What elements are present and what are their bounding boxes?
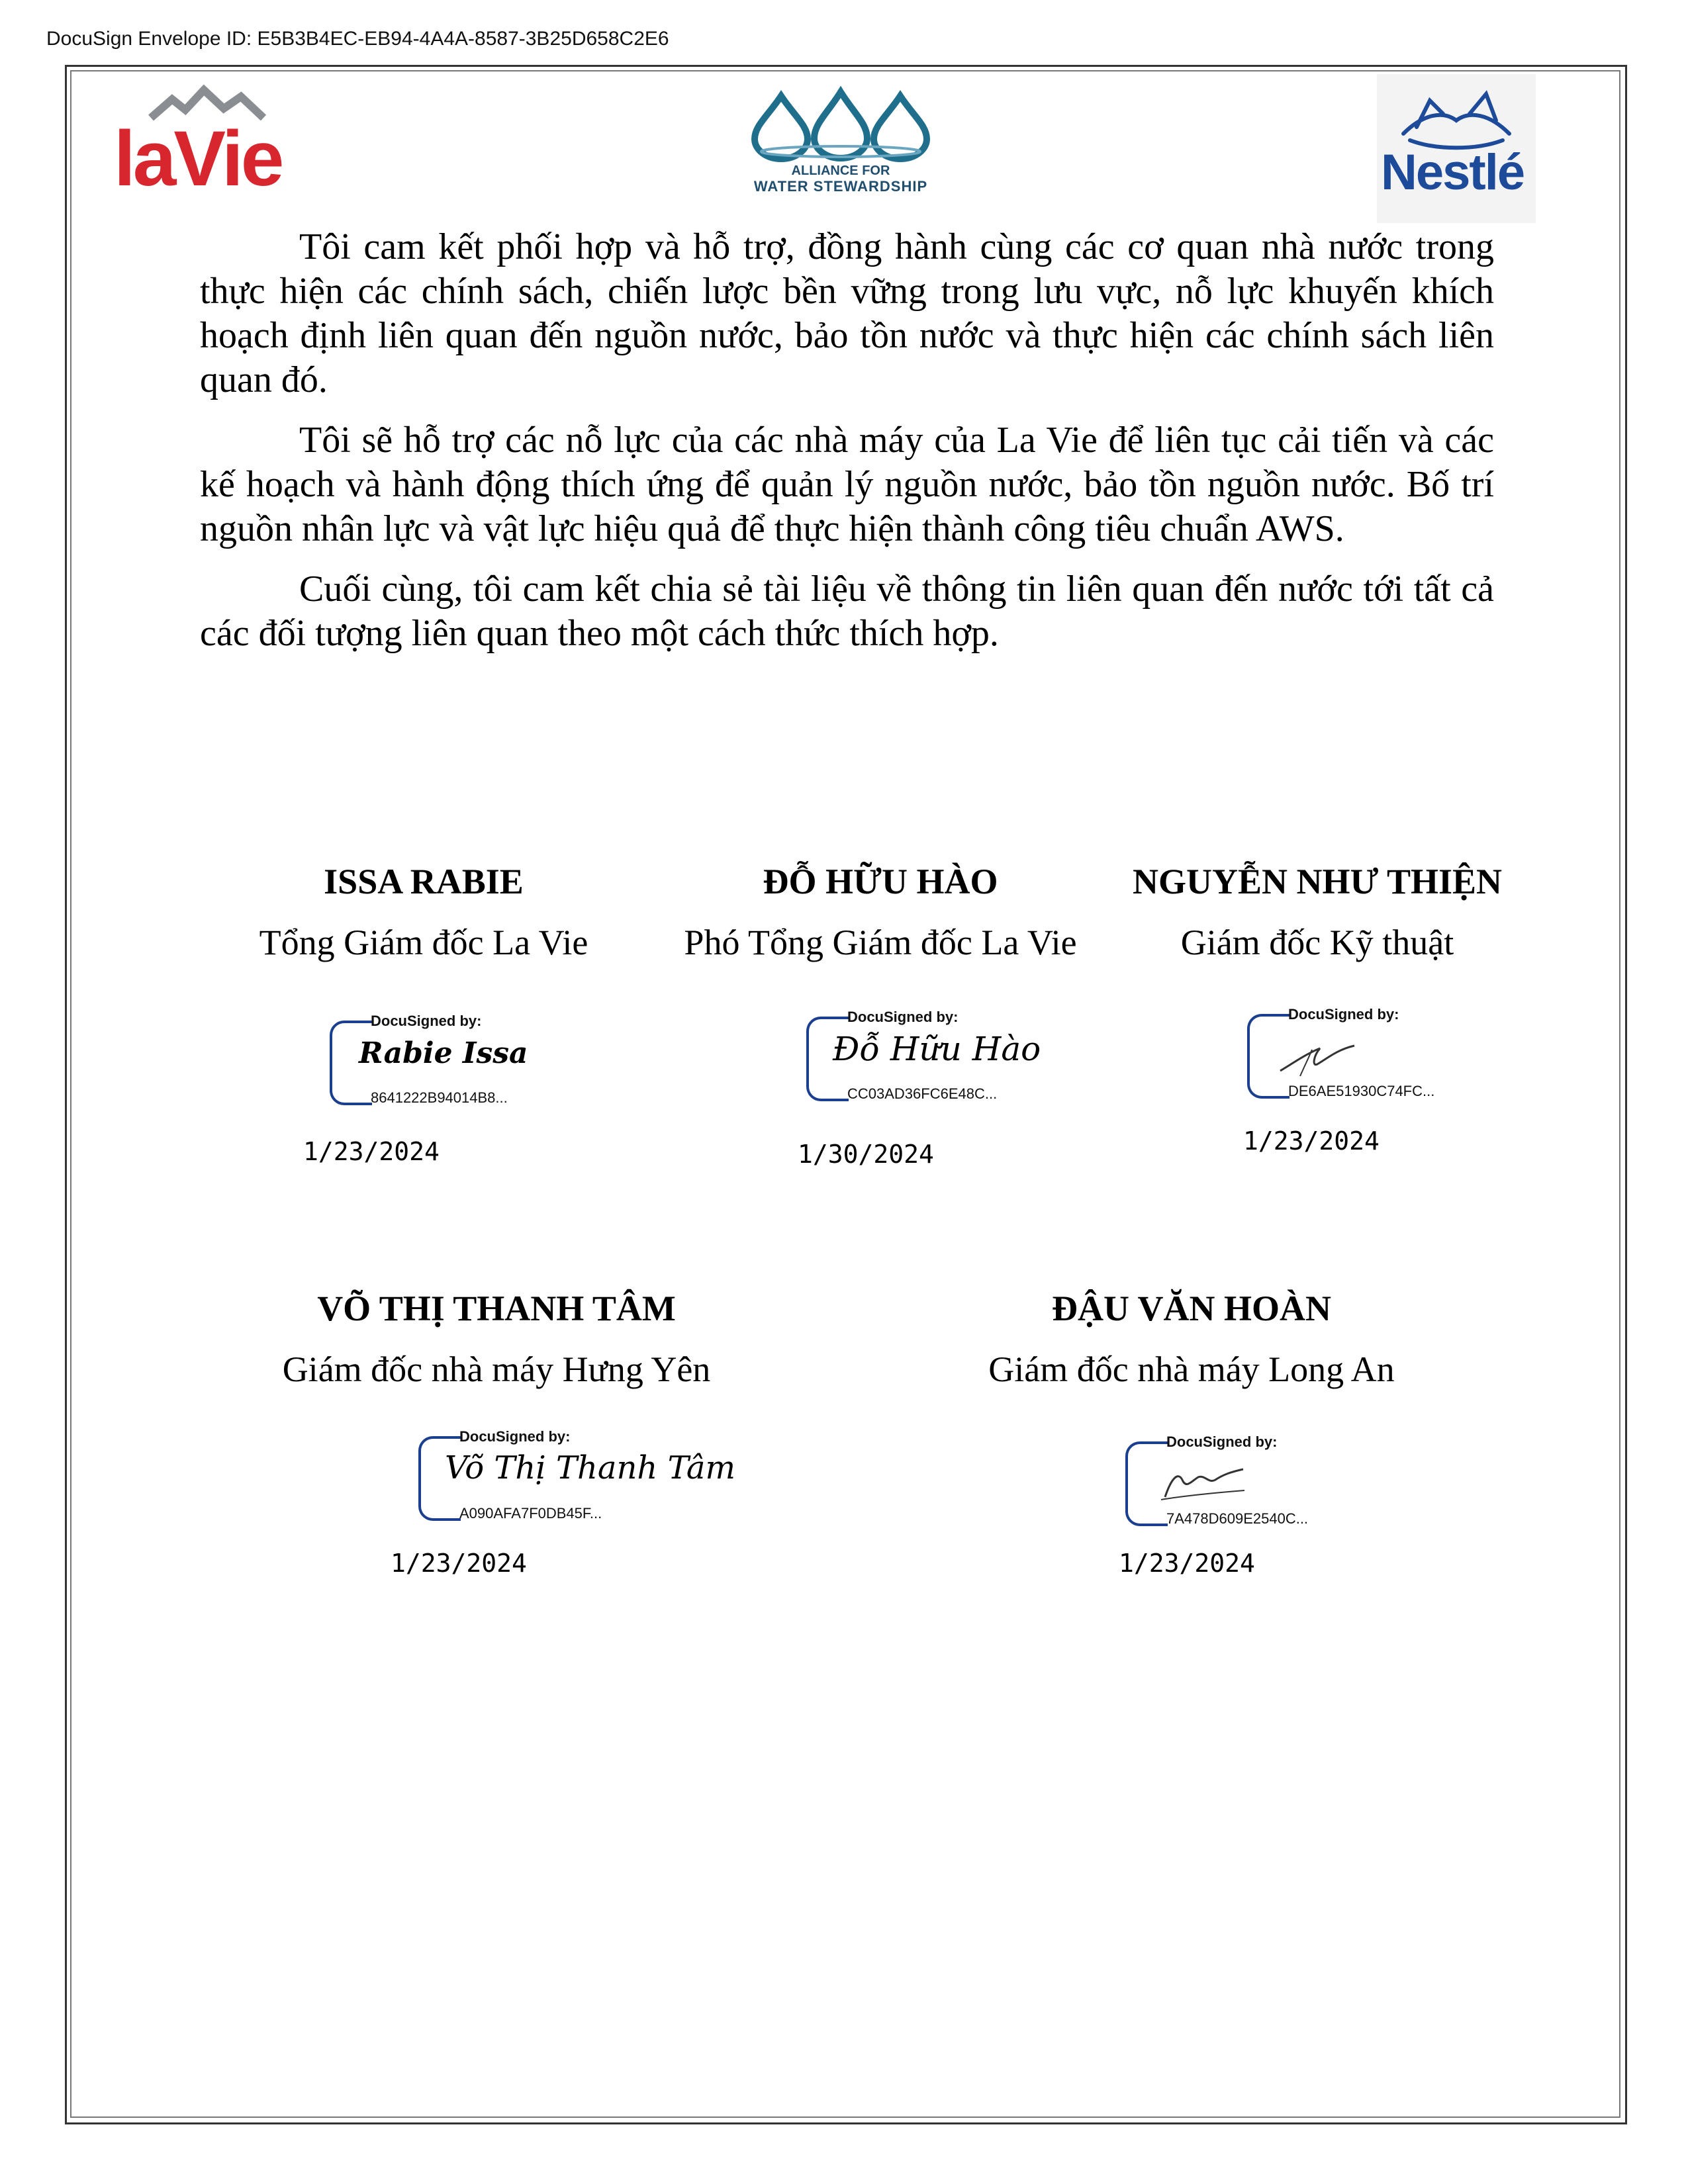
lavie-logo	[111, 79, 297, 203]
docusign-stamp	[1247, 1006, 1466, 1099]
signatory-title: Giám đốc Kỹ thuật	[1180, 923, 1454, 962]
docusigned-label: DocuSigned by:	[1288, 1006, 1399, 1023]
signatory-name: ĐỖ HỮU HÀO	[763, 862, 998, 901]
signatory-name: NGUYỄN NHƯ THIỆN	[1132, 862, 1503, 901]
docusign-envelope-id: DocuSign Envelope ID: E5B3B4EC-EB94-4A4A-8587-3B25D658C2E6	[46, 28, 669, 50]
sign-date: 1/23/2024	[1119, 1549, 1255, 1578]
signatory-block	[265, 1287, 728, 1390]
water-drops-icon	[728, 83, 953, 162]
docusign-id: 7A478D609E2540C...	[1166, 1510, 1309, 1527]
signatory-block	[953, 1287, 1430, 1390]
sign-date: 1/23/2024	[303, 1137, 440, 1166]
paragraph-1: Tôi cam kết phối hợp và hỗ trợ, đồng hành cùng các cơ quan nhà nước trong thực hiện các chính sách, chiến lược bền vững trong lưu vực, nỗ lực khuyến khích hoạch định liên quan đến nguồn nước, bảo tồn nước và thực hiện các chính sách liên quan đó.	[200, 226, 1494, 400]
signature-image: Đỗ Hữu Hào	[833, 1030, 1041, 1068]
docusign-stamp	[330, 1013, 548, 1106]
signature-image: Võ Thị Thanh Tâm	[445, 1449, 736, 1486]
docusign-stamp	[1125, 1433, 1344, 1527]
docusigned-label: DocuSigned by:	[1166, 1433, 1278, 1450]
signatory-name: ĐẬU VĂN HOÀN	[1051, 1289, 1331, 1328]
signatory-name: VÕ THỊ THANH TÂM	[317, 1289, 676, 1328]
sign-date: 1/23/2024	[1243, 1126, 1380, 1156]
docusign-id: DE6AE51930C74FC...	[1288, 1083, 1435, 1099]
signatory-title: Giám đốc nhà máy Long An	[988, 1349, 1395, 1389]
docusign-id: A090AFA7F0DB45F...	[459, 1505, 602, 1522]
lavie-wordmark: laVie	[114, 115, 282, 203]
signature-image: Rabie Issa	[359, 1036, 528, 1070]
sign-date: 1/23/2024	[391, 1549, 527, 1578]
aws-line2: WATER STEWARDSHIP	[753, 178, 928, 195]
docusigned-label: DocuSigned by:	[847, 1009, 959, 1025]
docusign-id: CC03AD36FC6E48C...	[847, 1085, 998, 1102]
signatory-block	[225, 860, 622, 964]
signatory-title: Phó Tổng Giám đốc La Vie	[684, 923, 1077, 962]
docusign-stamp	[806, 1009, 1041, 1102]
sign-date: 1/30/2024	[798, 1140, 934, 1169]
signature-scribble-icon	[1274, 1030, 1366, 1083]
docusigned-label: DocuSigned by:	[371, 1013, 482, 1029]
signatory-block	[655, 860, 1105, 964]
signatory-block	[1099, 860, 1536, 964]
signatory-title: Giám đốc nhà máy Hưng Yên	[282, 1349, 711, 1389]
docusigned-label: DocuSigned by:	[459, 1428, 571, 1445]
nestle-wordmark: Nestlé	[1381, 144, 1524, 201]
nestle-logo	[1377, 74, 1536, 223]
signatory-name: ISSA RABIE	[324, 862, 524, 901]
aws-logo	[728, 83, 953, 195]
docusign-id: 8641222B94014B8...	[371, 1089, 508, 1106]
signatory-title: Tổng Giám đốc La Vie	[259, 923, 588, 962]
paragraph-3: Cuối cùng, tôi cam kết chia sẻ tài liệu về thông tin liên quan đến nước tới tất cả các đối tượng liên quan theo một cách thức thích hợp.	[200, 569, 1494, 654]
signature-scribble-icon	[1152, 1457, 1251, 1510]
aws-line1: ALLIANCE FOR	[791, 163, 890, 178]
docusign-stamp	[418, 1428, 763, 1522]
commitment-text	[200, 225, 1494, 672]
paragraph-2: Tôi sẽ hỗ trợ các nỗ lực của các nhà máy của La Vie để liên tục cải tiến và các kế hoạch và hành động thích ứng để quản lý nguồn nước, bảo tồn nguồn nước. Bố trí nguồn nhân lực và vật lực hiệu quả để thực hiện thành công tiêu chuẩn AWS.	[200, 420, 1494, 549]
